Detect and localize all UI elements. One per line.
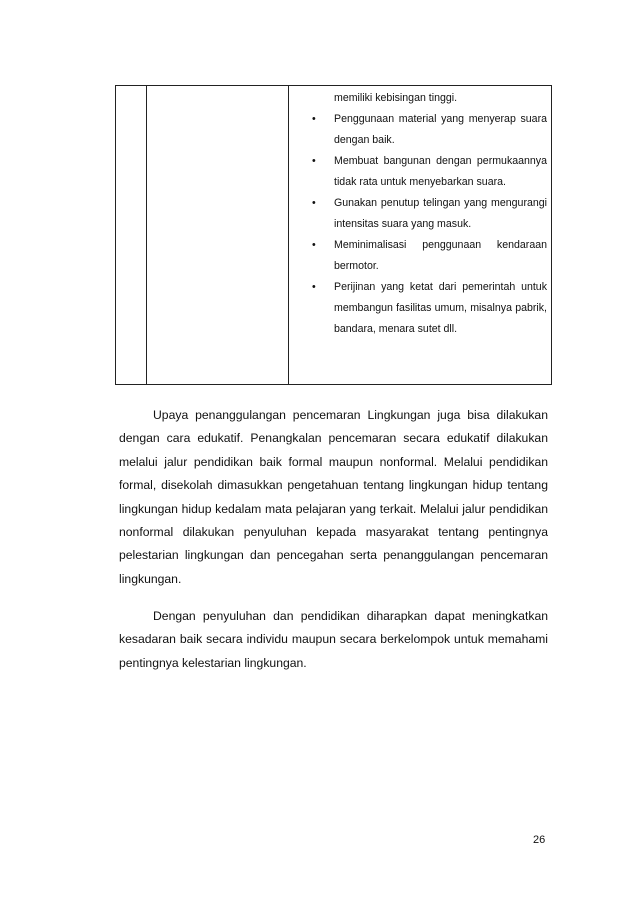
table-bullet-item bbox=[312, 235, 547, 277]
bullet-text: Gunakan penutup telingan yang mengurangi intensitas suara yang masuk. bbox=[334, 197, 547, 230]
bullet-icon: • bbox=[312, 197, 316, 209]
bullet-icon: • bbox=[312, 281, 316, 293]
table-bullet-item bbox=[312, 109, 547, 151]
bullet-text: Perijinan yang ketat dari pemerintah untuk membangun fasilitas umum, misalnya pabrik, bandara, menara sutet dll. bbox=[334, 281, 547, 335]
body-paragraph: Dengan penyuluhan dan pendidikan diharapkan dapat meningkatkan kesadaran baik secara individu maupun secara berkelompok untuk memahami pentingnya kelestarian lingkungan. bbox=[119, 609, 548, 670]
table-continuation-text: memiliki kebisingan tinggi. bbox=[334, 92, 458, 104]
table-column-divider bbox=[288, 86, 289, 384]
bullet-text: Penggunaan material yang menyerap suara dengan baik. bbox=[334, 113, 547, 146]
table-column-divider bbox=[146, 86, 147, 384]
bullet-icon: • bbox=[312, 239, 316, 251]
bullet-text: Meminimalisasi penggunaan kendaraan bermotor. bbox=[334, 239, 547, 272]
body-paragraph: Upaya penanggulangan pencemaran Lingkungan juga bisa dilakukan dengan cara edukatif. Penangkalan pencemaran secara edukatif dilakukan melalui jalur pendidikan baik formal maupun nonformal. Melalui pendidikan formal, disekolah dimasukkan pengetahuan tentang lingkungan hidup tentang lingkungan hidup kedalam mata pelajaran yang terkait. Melalui jalur pendidikan nonformal dilakukan penyuluhan kepada masyarakat tentang pentingnya pelestarian lingkungan dan pencegahan serta penanggulangan pencemaran lingkungan. bbox=[119, 408, 548, 586]
table-bullet-item bbox=[312, 193, 547, 235]
bullet-icon: • bbox=[312, 113, 316, 125]
table-bullet-item bbox=[312, 151, 547, 193]
table-bullet-item bbox=[312, 277, 547, 340]
bullet-text: Membuat bangunan dengan permukaannya tidak rata untuk menyebarkan suara. bbox=[334, 155, 547, 188]
page-number: 26 bbox=[533, 834, 546, 846]
bullet-icon: • bbox=[312, 155, 316, 167]
